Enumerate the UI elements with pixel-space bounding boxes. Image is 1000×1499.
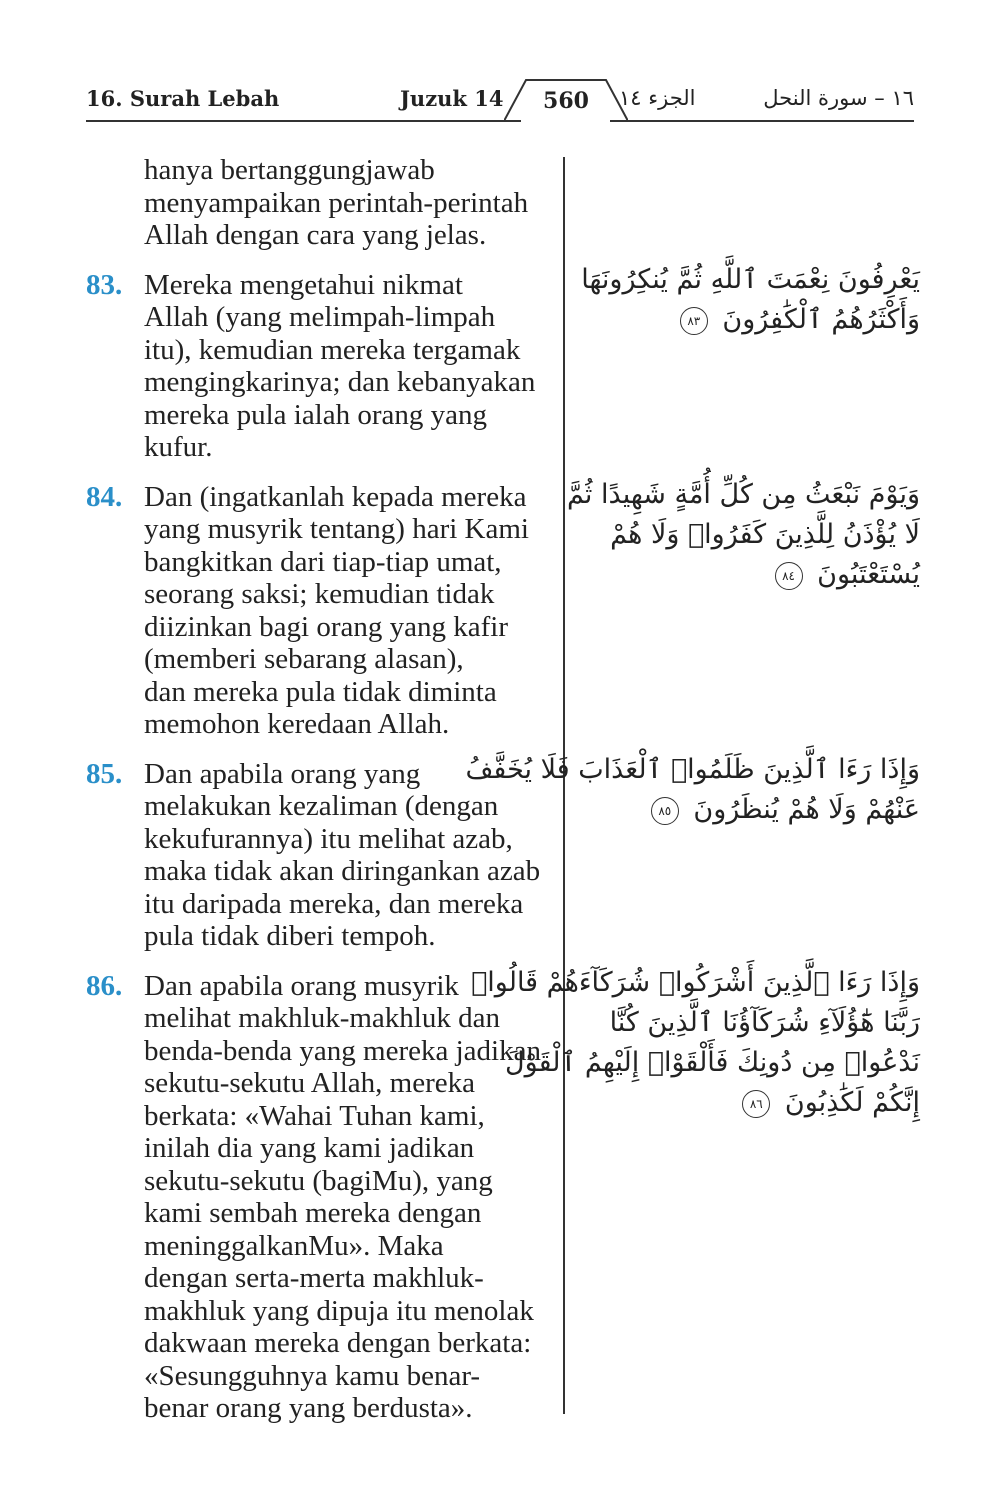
translation-line: pula tidak diberi tempoh.: [144, 920, 436, 952]
ayah-marker: ٨٦: [742, 1090, 770, 1118]
arabic-line: نَدْعُوا۟ مِن دُونِكَ فَأَلْقَوْا۟ إِلَيْهِمُ ٱلْقَوْلَ: [505, 1047, 920, 1078]
intro-line: menyampaikan perintah-perintah: [144, 186, 529, 219]
translation-line: memohon keredaan Allah.: [144, 708, 450, 740]
translation-line: itu), kemudian mereka tergamak: [144, 333, 521, 366]
intro-line: hanya bertanggungjawab: [144, 154, 435, 186]
verse-83-translation: [86, 269, 558, 464]
arabic-line: إِنَّكُمْ لَكَٰذِبُونَ: [784, 1087, 920, 1118]
arabic-line: وَإِذَا رَءَا ٱلَّذِينَ أَشْرَكُوا۟ شُرَكَآءَهُمْ قَالُوا۟: [471, 967, 920, 998]
arabic-line-last: [590, 555, 920, 595]
translation-line: sekutu-sekutu Allah, mereka: [144, 1067, 475, 1099]
ayah-marker: ٨٣: [680, 307, 708, 335]
translation-line: «Sesungguhnya kamu benar-: [144, 1359, 481, 1392]
translation-line: benda-benda yang mereka jadikan: [144, 1034, 541, 1067]
translation-line: seorang saksi; kemudian tidak: [144, 578, 495, 610]
translation-line: kekufurannya) itu melihat azab,: [144, 822, 513, 855]
intro-line: Allah dengan cara yang jelas.: [144, 219, 487, 251]
translation-line: melihat makhluk-makhluk dan: [144, 1002, 500, 1034]
translation-line: kufur.: [144, 431, 213, 463]
translation-line: yang musyrik tentang) hari Kami: [144, 513, 529, 545]
verse-86-translation: [86, 970, 558, 1425]
verse-number: 84.: [86, 480, 123, 513]
translation-line: mereka pula ialah orang yang: [144, 398, 488, 431]
translation-line: itu daripada mereka, dan mereka: [144, 887, 524, 920]
translation-line: (memberi sebarang alasan),: [144, 643, 464, 675]
surah-title-arabic: ١٦ – سورة النحل: [763, 86, 914, 110]
verse-number: 83.: [86, 268, 123, 301]
translation-line: dan mereka pula tidak diminta: [144, 675, 497, 708]
arabic-line: لَا يُؤْذَنُ لِلَّذِينَ كَفَرُوا۟ وَلَا هُمْ: [610, 519, 920, 550]
translation-line: sekutu-sekutu (bagiMu), yang: [144, 1164, 493, 1197]
verse-84-translation: [86, 481, 558, 741]
arabic-line: عَنْهُمْ وَلَا هُمْ يُنظَرُونَ: [693, 794, 920, 825]
header-rule-left: [86, 120, 521, 122]
verse-number: 86.: [86, 969, 123, 1002]
page-number-tab: [504, 78, 628, 122]
arabic-line-last: [590, 300, 920, 340]
verse-84-arabic: [566, 475, 920, 595]
translation-line: Dan apabila orang yang: [144, 757, 421, 790]
arabic-line-last: [590, 790, 920, 830]
arabic-line: وَيَوْمَ نَبْعَثُ مِن كُلِّ أُمَّةٍ شَهِيدًا ثُمَّ: [566, 479, 920, 510]
ayah-marker: ٨٤: [775, 562, 803, 590]
arabic-line: يَعْرِفُونَ نِعْمَتَ ٱللَّهِ ثُمَّ يُنكِرُونَهَا: [581, 264, 920, 295]
juzuk-label: Juzuk 14: [400, 86, 504, 111]
arabic-line-last: [590, 1083, 920, 1123]
verse-number: 85.: [86, 757, 123, 790]
translation-line: dengan serta-merta makhluk-: [144, 1262, 484, 1294]
translation-line: berkata: «Wahai Tuhan kami,: [144, 1099, 485, 1132]
translation-line: Mereka mengetahui nikmat: [144, 268, 463, 301]
arabic-line: يُسْتَعْتَبُونَ: [817, 559, 920, 590]
arabic-line: رَبَّنَا هَٰٓؤُلَآءِ شُرَكَآؤُنَا ٱلَّذِينَ كُنَّا: [609, 1007, 920, 1038]
translation-line: inilah dia yang kami jadikan: [144, 1132, 475, 1164]
verse-85-arabic: [465, 750, 920, 830]
translation-line: makhluk yang dipuja itu menolak: [144, 1294, 534, 1327]
page-header: [86, 78, 914, 122]
ayah-marker: ٨٥: [651, 797, 679, 825]
translation-line: mengingkarinya; dan kebanyakan: [144, 366, 536, 398]
translation-line: Dan (ingatkanlah kepada mereka: [144, 480, 527, 513]
translation-line: diizinkan bagi orang yang kafir: [144, 610, 508, 643]
translation-line: maka tidak akan diringankan azab: [144, 855, 541, 887]
translation-line: kami sembah mereka dengan: [144, 1197, 482, 1229]
surah-title-latin: 16. Surah Lebah: [86, 86, 280, 111]
verse-86-arabic: [471, 963, 920, 1123]
arabic-line: وَإِذَا رَءَا ٱلَّذِينَ ظَلَمُوا۟ ٱلْعَذَابَ فَلَا يُخَفَّفُ: [465, 754, 920, 785]
verse-83-arabic: [581, 260, 920, 340]
intro-paragraph: [86, 154, 558, 252]
page-number: 560: [543, 88, 589, 114]
translation-line: dakwaan mereka dengan berkata:: [144, 1327, 532, 1359]
translation-line: benar orang yang berdusta».: [144, 1392, 473, 1424]
translation-line: melakukan kezaliman (dengan: [144, 790, 499, 822]
translation-line: bangkitkan dari tiap-tiap umat,: [144, 545, 502, 578]
translation-line: Dan apabila orang musyrik: [144, 969, 459, 1002]
juz-label-arabic: الجزء ١٤: [619, 86, 696, 110]
translation-line: Allah (yang melimpah-limpah: [144, 301, 496, 333]
header-rule-right: [610, 120, 914, 122]
translation-line: meninggalkanMu». Maka: [144, 1229, 444, 1262]
arabic-line: وَأَكْثَرُهُمُ ٱلْكَٰفِرُونَ: [722, 304, 920, 335]
